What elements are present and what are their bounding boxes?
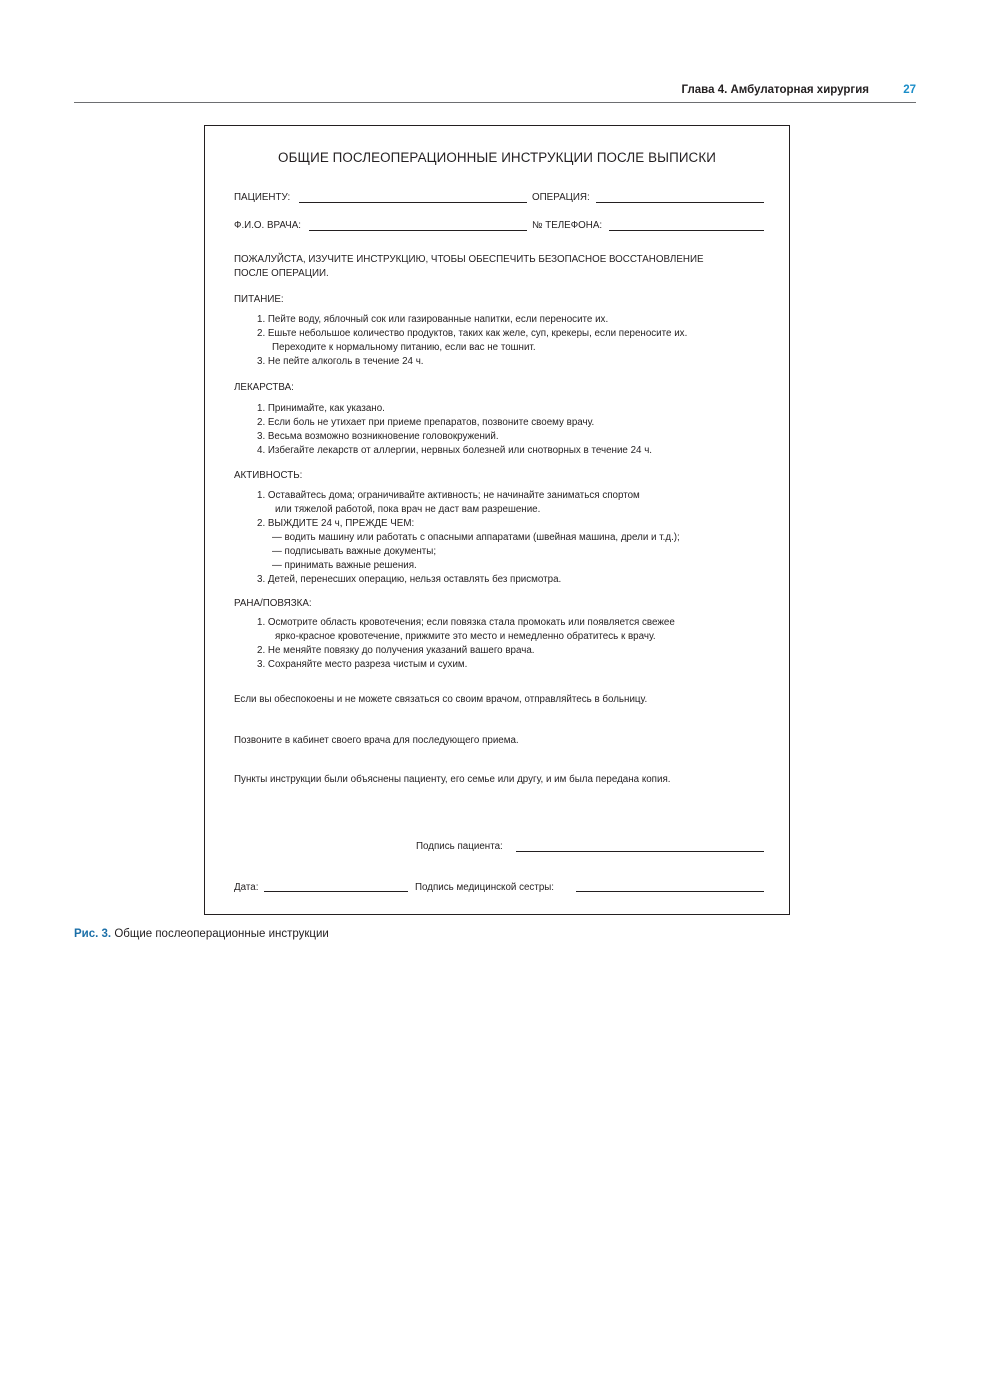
list-item: 2. Если боль не утихает при приеме препаратов, позвоните своему врачу.	[257, 417, 595, 428]
list-item: 3. Весьма возможно возникновение головокружений.	[257, 431, 499, 442]
date-line	[264, 891, 408, 892]
sub-item: — принимать важные решения.	[272, 560, 417, 571]
list-item: 1. Оставайтесь дома; ограничивайте активность; не начинайте заниматься спортом	[257, 490, 640, 501]
note-follow-up: Позвоните в кабинет своего врача для последующего приема.	[234, 735, 519, 746]
figure-caption-text: Общие послеоперационные инструкции	[111, 928, 329, 940]
nurse-signature-label: Подпись медицинской сестры:	[415, 882, 555, 893]
note-explained: Пункты инструкции были объяснены пациенту, его семье или другу, и им была передана копия.	[234, 774, 671, 785]
note-hospital: Если вы обеспокоены и не можете связаться со своим врачом, отправляйтесь в больницу.	[234, 694, 648, 705]
list-item-continuation: или тяжелой работой, пока врач не даст вам разрешение.	[275, 504, 541, 515]
patient-line	[299, 202, 527, 203]
section-heading-wound: РАНА/ПОВЯЗКА:	[234, 598, 312, 609]
patient-label: ПАЦИЕНТУ:	[234, 192, 291, 203]
list-item: 3. Не пейте алкоголь в течение 24 ч.	[257, 356, 424, 367]
sub-item: — водить машину или работать с опасными аппаратами (швейная машина, дрели и т.д.);	[272, 532, 680, 543]
date-label: Дата:	[234, 882, 259, 893]
sub-item: — подписывать важные документы;	[272, 546, 437, 557]
operation-label: ОПЕРАЦИЯ:	[532, 192, 590, 203]
chapter-title: Глава 4. Амбулаторная хирургия	[681, 84, 869, 96]
figure-label: Рис. 3.	[74, 928, 112, 940]
section-heading-nutrition: ПИТАНИЕ:	[234, 294, 284, 305]
list-item: 2. Не меняйте повязку до получения указаний вашего врача.	[257, 645, 535, 656]
list-item: 4. Избегайте лекарств от аллергии, нервных болезней или снотворных в течение 24 ч.	[257, 445, 653, 456]
patient-signature-label: Подпись пациента:	[416, 841, 503, 852]
list-item: 1. Осмотрите область кровотечения; если повязка стала промокать или появляется свежее	[257, 617, 675, 628]
operation-line	[596, 202, 764, 203]
section-heading-activity: АКТИВНОСТЬ:	[234, 470, 303, 481]
list-item-continuation: Переходите к нормальному питанию, если вас не тошнит.	[272, 342, 536, 353]
patient-signature-line	[516, 851, 764, 852]
figure-caption	[74, 928, 329, 940]
phone-label: № ТЕЛЕФОНА:	[532, 220, 603, 231]
doctor-line	[309, 230, 527, 231]
page-number: 27	[903, 84, 916, 96]
list-item: 2. ВЫЖДИТЕ 24 ч, ПРЕЖДЕ ЧЕМ:	[257, 518, 415, 529]
list-item: 3. Сохраняйте место разреза чистым и сухим.	[257, 659, 468, 670]
doctor-label: Ф.И.О. ВРАЧА:	[234, 220, 301, 231]
intro-line-1: ПОЖАЛУЙСТА, ИЗУЧИТЕ ИНСТРУКЦИЮ, ЧТОБЫ ОБЕСПЕЧИТЬ БЕЗОПАСНОЕ ВОССТАНОВЛЕНИЕ	[234, 254, 704, 265]
list-item: 1. Пейте воду, яблочный сок или газированные напитки, если переносите их.	[257, 314, 609, 325]
instruction-form	[204, 125, 790, 915]
form-title: ОБЩИЕ ПОСЛЕОПЕРАЦИОННЫЕ ИНСТРУКЦИИ ПОСЛЕ ВЫПИСКИ	[278, 150, 716, 165]
list-item: 2. Ешьте небольшое количество продуктов, таких как желе, суп, крекеры, если переносите их.	[257, 328, 688, 339]
nurse-signature-line	[576, 891, 764, 892]
list-item-continuation: ярко-красное кровотечение, прижмите это место и немедленно обратитесь к врачу.	[275, 631, 656, 642]
intro-line-2: ПОСЛЕ ОПЕРАЦИИ.	[234, 268, 329, 279]
list-item: 1. Принимайте, как указано.	[257, 403, 385, 414]
section-heading-medication: ЛЕКАРСТВА:	[234, 382, 294, 393]
list-item: 3. Детей, перенесших операцию, нельзя оставлять без присмотра.	[257, 574, 562, 585]
running-header	[74, 84, 916, 103]
phone-line	[609, 230, 764, 231]
